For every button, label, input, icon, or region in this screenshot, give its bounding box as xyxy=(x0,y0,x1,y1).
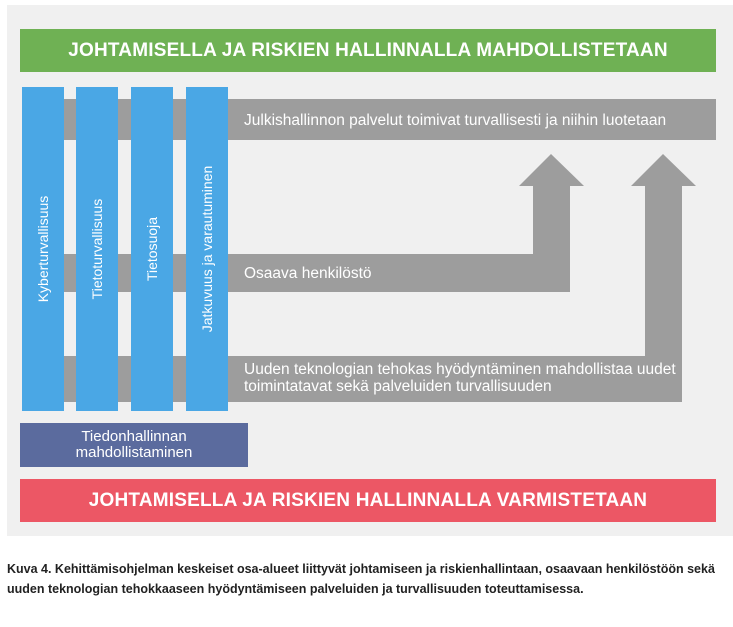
information-management-box xyxy=(20,423,248,467)
pillar-label: Jatkuvuus ja varautuminen xyxy=(199,165,215,333)
pillar-information-security xyxy=(76,87,118,411)
pillar-label: Kyberturvallisuus xyxy=(35,195,51,303)
tech-text-line2: toimintatavat sekä palveluiden turvallisuuden xyxy=(244,378,552,395)
staff-text: Osaava henkilöstö xyxy=(244,265,372,282)
ensuring-band: JOHTAMISELLA JA RISKIEN HALLINNALLA VARMISTETAAN xyxy=(20,479,716,522)
info-box-line1: Tiedonhallinnan xyxy=(81,428,187,445)
goal-text: Julkishallinnon palvelut toimivat turvallisesti ja niihin luotetaan xyxy=(244,112,667,129)
pillar-label: Tietosuoja xyxy=(144,216,160,282)
pillar-data-protection xyxy=(131,87,173,411)
tech-text-line1: Uuden teknologian tehokas hyödyntäminen mahdollistaa uudet xyxy=(244,361,676,378)
figure-caption: Kuva 4. Kehittämisohjelman keskeiset osa-alueet liittyvät johtamiseen ja riskienhallintaan, osaavaan henkilöstöön sekä uuden teknologian tehokkaaseen hyödyntämiseen palveluiden ja turvallisuuden toteuttamisessa. xyxy=(7,562,715,596)
info-box-line2: mahdollistaminen xyxy=(75,444,193,461)
pillar-cyber-security xyxy=(22,87,64,411)
enabling-band: JOHTAMISELLA JA RISKIEN HALLINNALLA MAHDOLLISTETAAN xyxy=(20,29,716,72)
pillar-continuity xyxy=(186,87,228,411)
pillar-label: Tietoturvallisuus xyxy=(89,198,105,300)
